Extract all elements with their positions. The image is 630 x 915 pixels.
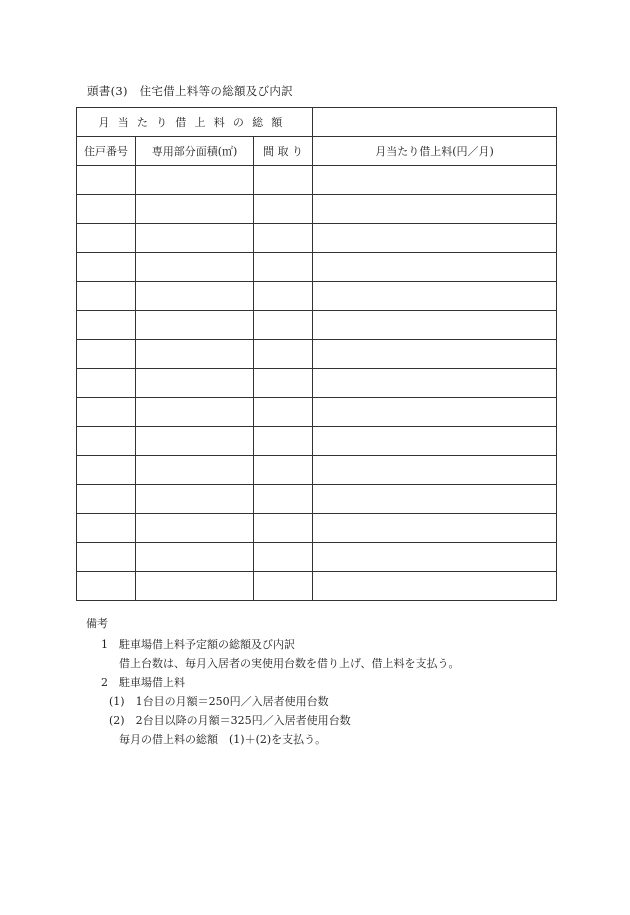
- table-row: [77, 456, 557, 485]
- table-cell: [77, 340, 136, 369]
- table-row: [77, 311, 557, 340]
- table-cell: [77, 543, 136, 572]
- table-body: [77, 166, 557, 601]
- table-cell: [77, 398, 136, 427]
- notes-heading: 備考: [86, 617, 108, 630]
- total-label: 月当たり借上料の総額: [77, 108, 313, 137]
- table-row: [77, 166, 557, 195]
- table-cell: [77, 485, 136, 514]
- table-cell: [313, 456, 557, 485]
- table-cell: [254, 456, 313, 485]
- table-cell: [77, 456, 136, 485]
- total-row: [77, 108, 557, 137]
- table-cell: [254, 427, 313, 456]
- table-cell: [77, 166, 136, 195]
- note-2-sub-2: (2) 2台目以降の月額＝325円／入居者使用台数: [109, 714, 351, 727]
- table-cell: [254, 543, 313, 572]
- note-2-total: 毎月の借上料の総額 (1)＋(2)を支払う。: [119, 733, 327, 746]
- table-cell: [313, 398, 557, 427]
- table-cell: [136, 195, 254, 224]
- table-row: [77, 224, 557, 253]
- table-cell: [136, 543, 254, 572]
- table-cell: [136, 224, 254, 253]
- table-cell: [77, 514, 136, 543]
- table-cell: [136, 427, 254, 456]
- table-cell: [254, 485, 313, 514]
- table-cell: [254, 282, 313, 311]
- table-cell: [313, 311, 557, 340]
- note-2-sub-1: (1) 1台目の月額＝250円／入居者使用台数: [109, 695, 329, 708]
- table-cell: [254, 166, 313, 195]
- table-row: [77, 485, 557, 514]
- table-cell: [136, 340, 254, 369]
- total-value-cell: [313, 108, 557, 137]
- table-cell: [254, 253, 313, 282]
- table-cell: [136, 166, 254, 195]
- table-cell: [136, 311, 254, 340]
- table-cell: [136, 456, 254, 485]
- table-cell: [77, 311, 136, 340]
- table-cell: [313, 369, 557, 398]
- table-row: [77, 398, 557, 427]
- table-cell: [254, 195, 313, 224]
- table-cell: [254, 514, 313, 543]
- table-row: [77, 543, 557, 572]
- table-cell: [313, 427, 557, 456]
- rent-breakdown-table: [76, 107, 557, 601]
- note-1-body: 借上台数は、毎月入居者の実使用台数を借り上げ、借上料を支払う。: [119, 657, 460, 670]
- table-cell: [313, 485, 557, 514]
- table-cell: [136, 369, 254, 398]
- table-cell: [77, 253, 136, 282]
- table-row: [77, 572, 557, 601]
- table-cell: [313, 514, 557, 543]
- header-monthly-rent: 月当たり借上料(円／月): [313, 137, 557, 166]
- table-cell: [136, 253, 254, 282]
- table-row: [77, 340, 557, 369]
- table-cell: [77, 224, 136, 253]
- table-cell: [313, 572, 557, 601]
- table-cell: [254, 572, 313, 601]
- table-row: [77, 427, 557, 456]
- table-cell: [254, 311, 313, 340]
- header-floor-area: 専用部分面積(㎡): [136, 137, 254, 166]
- table-cell: [313, 340, 557, 369]
- table-row: [77, 195, 557, 224]
- table-cell: [136, 514, 254, 543]
- table-row: [77, 369, 557, 398]
- table-cell: [254, 340, 313, 369]
- table-cell: [254, 398, 313, 427]
- table-cell: [254, 224, 313, 253]
- header-layout: 間 取 り: [254, 137, 313, 166]
- table-cell: [77, 427, 136, 456]
- table-cell: [77, 572, 136, 601]
- table-cell: [77, 369, 136, 398]
- table-cell: [136, 485, 254, 514]
- table-cell: [313, 224, 557, 253]
- table-cell: [77, 195, 136, 224]
- table-cell: [313, 543, 557, 572]
- page-title: 頭書(3) 住宅借上料等の総額及び内訳: [87, 84, 293, 98]
- table-row: [77, 253, 557, 282]
- note-1-title: 1 駐車場借上料予定額の総額及び内訳: [101, 638, 295, 651]
- table-cell: [136, 398, 254, 427]
- header-unit-number: 住戸番号: [77, 137, 136, 166]
- table-cell: [136, 282, 254, 311]
- table-cell: [313, 166, 557, 195]
- table-cell: [136, 572, 254, 601]
- table-cell: [313, 253, 557, 282]
- note-2-title: 2 駐車場借上料: [101, 676, 185, 689]
- table-row: [77, 282, 557, 311]
- table-cell: [313, 195, 557, 224]
- table-row: [77, 514, 557, 543]
- header-row: [77, 137, 557, 166]
- table-cell: [254, 369, 313, 398]
- table-cell: [313, 282, 557, 311]
- table-cell: [77, 282, 136, 311]
